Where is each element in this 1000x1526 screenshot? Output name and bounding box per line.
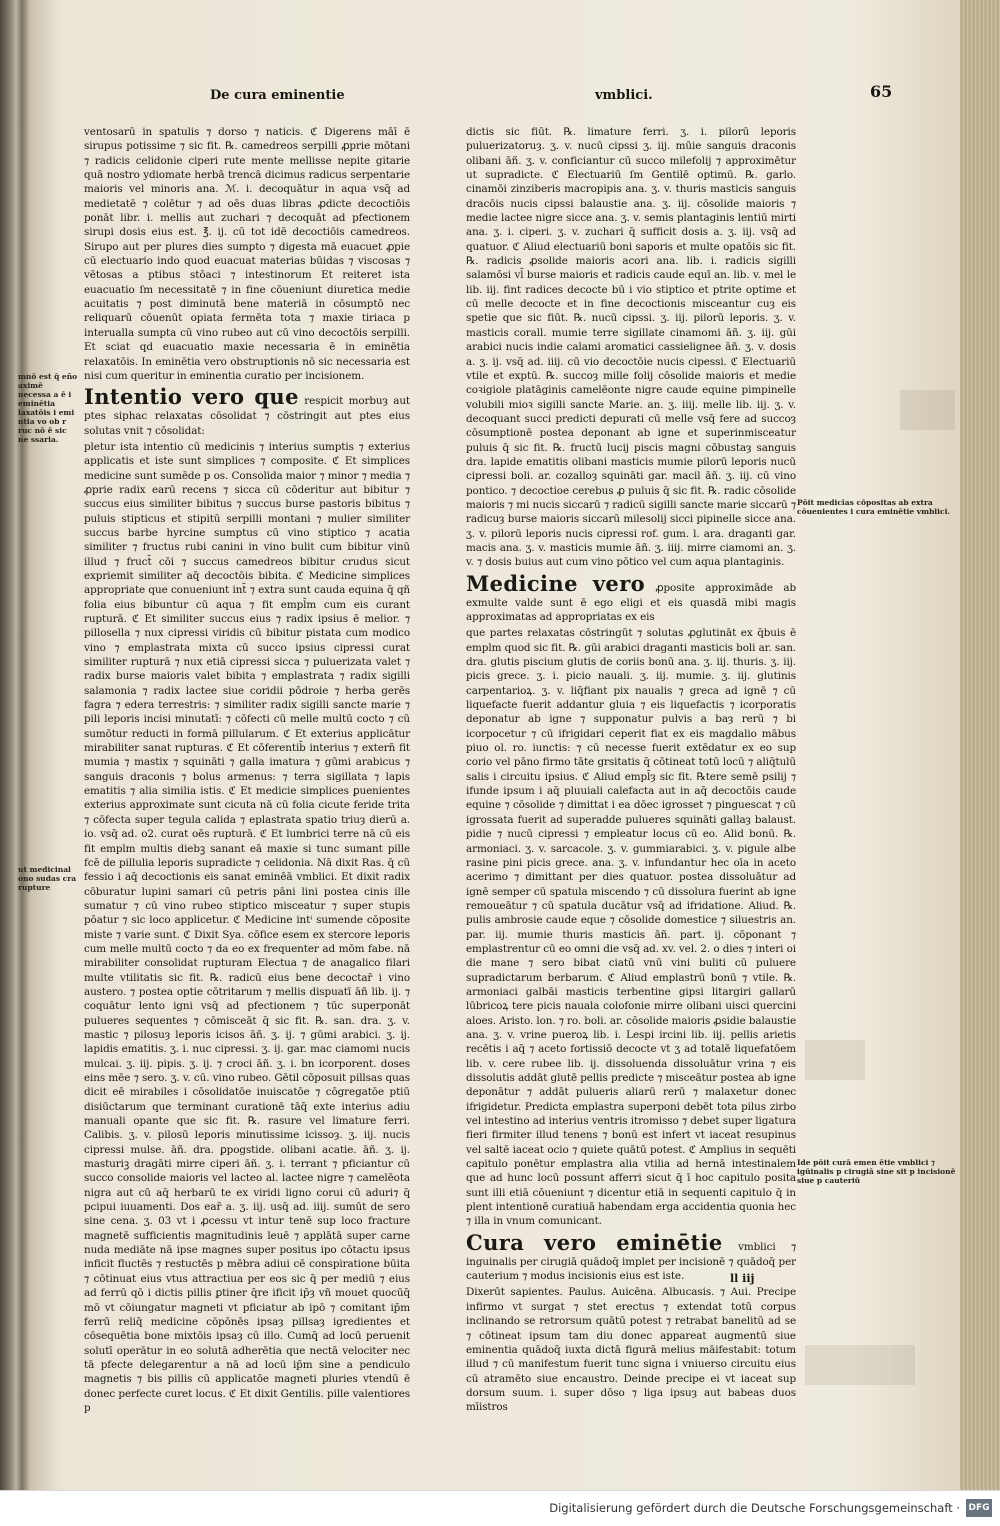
right-heading-1 bbox=[466, 572, 796, 625]
margin-note-right-1: Pōit medicīas cōpositas ab extra cōuenientes i cura eminētie vmblici. bbox=[797, 498, 951, 516]
margin-note-left-2: ut medicinal ono sudas cra rupture bbox=[18, 865, 77, 892]
right-paragraph-2: que partes relaxatas cōstringūt ⁊ solutas ꝓglutināt ex q̄buis ē emplm quod sic fit. ℞. gūi arabici draganti masticis boli ar. san. dra. glutis piscium glutis de coriis bonū ana. ʒ. iij. thuris. ʒ. iij. picis grece. ʒ. i. picio nauali. ʒ. iij. mumie. ʒ. iij. glutinis carpentarioꝝ. ʒ. v. liq̄fiant pix naualis ⁊ greca ad ignē ⁊ cū liquefacte fuerit addantur gluia ⁊ eis liquefactis ⁊ icorporatis deponatur ab igne ⁊ supponatur pulvis a baȝ rerū ⁊ bi icorpocetur ⁊ cū ifrigidari ceperit fiat ex eis magdalio mābus piuo ol. ro. iunctis: ⁊ cū necesse fuerit extēdatur ex eo sup corio vel pāno firmo tāte grsitatis q̄ cōtineat totū locū ⁊ aliq̄tulū salis i circuitu ipsius. ℭ Aliud empl̄ȝ sic fit. ℞tere semē psilij ⁊ ifunde ipsum i aq̄ pluuiali calefacta aut in aq̄ decoctōis caude equine ⁊ cōsolide ⁊ dimittat i ea dōec igrosset ⁊ pinguescat ⁊ cū igrossata fuerit ad superadde pulueres squināti gallaȝ balaust. pidie ⁊ nucū cipressi ⁊ empleatur locus cū eo. Alid bonū. ℞. armoniaci. ʒ. v. sarcacole. ʒ. v. gummiarabici. ʒ. v. pigule albe rasine pini picis grece. ana. ʒ. v. infundantur hec oīa in aceto acerimo ⁊ dimittant per dies quatuor. postea dissoluātur ad ignē semper cū spatula miscendo ⁊ cū dissolura fuerint ab igne remoueātur ⁊ cū spatula ducātur vsq̄ ad ifridatione. Aliud. ℞. pulis ambrosie caude eque ⁊ cōsolide domestice ⁊ siluestris an. par. iij. mumie thuris masticis āñ. part. ij. cōponant ⁊ emplastrentur cū eo omni die vsq̄ ad. xv. vel. 2. o dies ⁊ interi oi die mane ⁊ sero bibat ciatū vnū vini buliti cū puluere supradictarum berbarum. ℭ Aliud emplastrū bonū ⁊ vtile. ℞. armoniaci galbāi masticis terbentine gipsi litargiri gallarū lūbricoꝝ tere picis nauala colofonie mirre olibani uisci quercini aloes. Aristo. lon. ⁊ ro. boli. ar. cōsolide maioris ꝓsidie balaustie ana. ʒ. v. vrine pueroꝝ lib. i. Lespi ircini lib. iij. pellis arietis recētis i aq̄ ⁊ aceto fortissiō decocte vt ʒ ad totalē liquefatōem lib. v. cere rubee lib. ij. dissoluenda dissoluātur vrina ⁊ eis dissolutis addāt glutē pellis predicte ⁊ misceātur postea ab igne deponātur ⁊ addāt pulueris aliarū rerū ⁊ malaxetur donec ifrigidetur. Predicta emplastra superponi debēt tota pilus zirbo vel intestino ad interius ventris itromisso ⁊ debet super ligatura fieri firmiter illud tenens ⁊ bonū est infert vt iaceat resupinus vel saltē iaceat ocio ⁊ quiete quātū potest. ℭ Amplius in sequēti capitulo ponētur emplastra alia vtilia ad hernā intestinalem que ad hunc locū possunt afferri sicut q̄ ī hoc capitulo posita sunt illi etiā cōueniunt ⁊ dicentur etiā in sequenti capitulo q̄ in plent intentionē curatiuā habendam erga accidentia quonia hec ⁊ illa in vnum comunicant. bbox=[466, 627, 796, 1228]
folio-number: 65 bbox=[870, 82, 893, 101]
right-paragraph-3: Dixerūt sapientes. Paulus. Auicēna. Albucasis. ⁊ Aui. Precipe infirmo vt surgat ⁊ stet erectus ⁊ extendat totū corpus inclinando se retrorsum quātū potest ⁊ retrabat banelitū ad se ⁊ cōtineat ipsum tam diu donec appareat augmentū siue eminentia quādoq̄ iuxta dictā figurā melius māifestabit: totum illud ⁊ cū manifestum fuerit tunc signa i vniuerso circuitu eius cū atramēto siue encaustro. Deinde precipe ei vt iaceat sup dorsum suum. i. super dōso ⁊ liga ipsuȝ aut babeas duos mīistros bbox=[466, 1286, 796, 1414]
right-paragraph-1: dictis sic fiūt. ℞. limature ferri. ʒ. i. pilorū leporis puluerizatoruȝ. ʒ. v. nucū cipssi ʒ. iij. mūie sanguis draconis olibani āñ. ʒ. v. conficiantur cū succo milefolij ⁊ approximētur ut supradicte. ℭ Electuariū ſm Gentilē optimū. ℞. garlo. cinamōi zinziberis macropipis ana. ʒ. v. thuris masticis sanguis dracōis nucis cipssi balaustie ana. ʒ. iij. cōsolide maioris ⁊ medie lactee nigre sicce ana. ʒ. v. semis plantaginis lentiū mirti ana. ʒ. i. ciperi. ʒ. v. zuchari q̄ sufficit dosis a. ʒ. iij. vsq̄ ad quatuor. ℭ Aliud electuariū boni saporis et multe opatōis sic fit. ℞. radicis ꝓsolide maioris acori ana. lib. i. radicis sigilli salamōsi vl̄ burse maioris et radicis caude equī an. lib. v. mel le lib. iij. fint radices decocte bū i vio stiptico et ptrite optime et cū melle decocte et in fine decoctionis misceantur cuȝ eis spetie que sic fiūt. ℞. nucū cipssi. ʒ. iij. pilorū leporis. ʒ. v. masticis corall. mumie terre sigillate cinamomi āñ. ʒ. iij. gūi arabici nucis indie calami aromatici cassielignee āñ. ʒ. v. dosis a. ʒ. ij. vsq̄ ad. iiij. cū vio decoctōie nucis cipessi. ℭ Electuariū vtile et exptū. ℞. succoȝ mille folij cōsolide maioris et medie coꝛigiole platāginis camelēonte nigre caude equine pimpinelle volubili mioꝛ sigilli sancte Marie. an. ʒ. iiij. melle lib. iij. ʒ. v. decoquant succi predicti depurati cū melle vsq̄ fere ad succoȝ cōsumptionē postea deponant ab igne et superinmisceatur puluis q̄ sic fit. ℞. fructū lucij piscis magni cōbustaȝ sanguis dra. lapide ematitis olibani masticis mumie pilorū leporis nucū cipressi boli. ar. cozalloȝ squināti gar. macil āñ. ʒ. iij. cū vino pontico. ⁊ decoctioe cerebus ꝓ puluis q̄ sic fit. ℞. radic cōsolide maioris ⁊ mi nucis siccarū ⁊ radicū sigilli sancte marie siccarū ⁊ radicuȝ burse maioris siccarū milesolij sicci pipinelle sicce ana. ʒ. v. pilorū leporis nucis cipressi rof. gum. l. ara. draganti gar. macis ana. ʒ. v. masticis mumie āñ. ʒ. iiij. mirre ciamomi an. ʒ. v. ⁊ dosis buius aut cum vino pōtico vel cum aqua plantaginis. bbox=[466, 126, 796, 569]
bleed-through bbox=[805, 1345, 915, 1385]
left-paragraph-2: pletur ista intentio cū medicinis ⁊ interius sumptis ⁊ exterius applicatis et iste sunt simplices ⁊ composite. ℭ Et simplices medicine sunt sumēde p os. Consolida maior ⁊ minor ⁊ media ⁊ ꝓprie radix earū recens ⁊ sicca cū cōderitur aut bibitur ⁊ succus eius similiter bibitus ⁊ succus burse pastoris bibitus ⁊ puluis stipticus et stipitū serpilli montani ⁊ mulier similiter succus barbe hyrcine sumptus cū vino stiptico ⁊ acatia similiter ⁊ fructus rubi canini in vino bulit cum bibitur vinū illud ⁊ fruct̄ cōi ⁊ succus camedreos bibitur crudus sicut expriemit similiter aq̄ decoctōis bibita. ℭ Medicine simplices appropriate que conueniunt int̄ ⁊ extra sunt cauda equina q̄ qñ folia eius bibuntur cū aqua ⁊ fit empl̄m cum eis curant rupturā. ℭ Et similiter succus eius ⁊ radix ipsius ē melior. ⁊ pillosella ⁊ nux cipressi viridis cū bibitur pistata cum modico vino ⁊ emplastrata mixta cū succo ipsius cipressi curat similiter rupturā ⁊ nux etiā cipressi sicca ⁊ puluerizata valet ⁊ radix burse maioris valet bibita ⁊ emplastrata ⁊ radix sigilli salamonia ⁊ radix lactee siue coridii pōdroie ⁊ herba gerēs fagra ⁊ edera terrestris: ⁊ similiter radix sigilli sancte marie ⁊ pili leporis incisi minutatī: ⁊ cōfecti cū melle multū cocto ⁊ cū sumōtur reducti in formā pillularum. ℭ Et exterius applicātur mirabiliter sanat rupturas. ℭ Et cōferentib̄ interius ⁊ extern̄ fit mumia ⁊ mastix ⁊ squināti ⁊ galla imatura ⁊ gūmi arabicus ⁊ sanguis draconis ⁊ bolus armenus: ⁊ terra sigillata ⁊ lapis ematitis ⁊ alia similia istis. ℭ Et medicie simplices ꝑuenientes exterius approximate sunt cicuta nā cū folia cicute feride trita ⁊ cōfecta super tegula calida ⁊ eplastrata spatio triuȝ dierū a. io. vsq̄ ad. o2. curat oēs rupturā. ℭ Et lumbrici terre nā cū eis fit emplm multis diebꝫ sanant eā maxie si tunc sumant pille fcē de pillulia leporis supradicte ⁊ celidonia. Nā dixit Ras. q̄ cū fessio i aq̄ decoctionis eis sanat eminēā vmblici. Et dixit radix cōburatur lupini samari cū petris pāni lini postea cinis ille sumatur ⁊ cū vino rubeo stiptico misceatur ⁊ super stupis pōatur ⁊ sic loco applicetur. ℭ Medicine intⁱ sumende cōposite miste ⁊ varie sunt. ℭ Dixit Sya. cōfice esem ex stercore leporis cum melle multū cocto ⁊ da eo ex frequenter ad mōm fabe. nā mirabiliter consolidat rupturam Electua ⁊ de anagalico filari multe vtilitatis sic fit. ℞. radicū eius bene decoctar̄ i vino austero. ⁊ postea optie cōtritarum ⁊ mellis dispuatī āñ lib. ij. ⁊ coquātur lento igni vsq̄ ad pfectionem ⁊ tūc superponāt pulueres sequentes ⁊ cōmisceāt q̄ sic fit. ℞. san. dra. ʒ. v. mastic ⁊ pilosuȝ leporis icisos āñ. ʒ. ij. ⁊ gūmi arabici. ʒ. ij. lapidis ematitis. ʒ. i. nuc cipressi. ʒ. ij. gar. mac ciamomi nucis mulcai. ʒ. iij. pipis. ʒ. ij. ⁊ croci āñ. ʒ. i. bn icorporent. doses eins mēe ⁊ sero. ʒ. v. cū. vino rubeo. Gētil cōposuit pillsas quas dicit eē mirabiles i cōsolidatōe inuiscatōe ⁊ cōgregatōe ptiū disiūctarum que terminant curationē tāq̄ exte interius adiu manuali opante que sic fit. ℞. rasure vel limature ferri. Calibis. ʒ. v. pilosū leporis minutissime icissoȝ. ʒ. iij. nucis cipressi mulse. āñ. dra. ꝑpogstide. olibani acatie. āñ. ʒ. ij. masturiꝫ dragāti mirre ciperi āñ. ʒ. i. terrant ⁊ pficiantur cū succo consolide maioris vel lacteo al. lactee nigre ⁊ camelēota nigra aut cū aq̄ herbarū te ex viridi ligno corui cū aduri⁊ q̄ pcipui iuuamenti. Dos ear̄ a. ʒ. iij. usq̄ ad. iiij. sumūt de sero sine cena. ʒ. 03 vt i ꝓcessu vt intur tenē sup loco fracture magnetē sufficientis magnitudinis leuē ⁊ applātā super carne nuda mediāte nā ipse magnes super positus ipo cōtactu ipsus inficit fluctēs ⁊ restuctēs p mēbra adiui cē conspiratione būita ⁊ cōtinuat eius vtus attractiua per eos sic q̄ per mediū ⁊ eius ad ferrū qō i dictis pillis ꝑtiner q̄re ificit ip̄ȝ vñ mouet quocūq̄ mō vt cōiungatur magneti vt pficiatur ab ipō ⁊ comitant ip̄m ferrū reliq̄ medicine cōpōnēs ipsaȝ pillsaȝ igredientes et cōsequētia bone mixtōis ipsaȝ cū illo. Cumq̄ ad locū peruenit solutī operātur in eo solutā adherētia que nectā velociter nec tā pfecte delegarentur a nā ad locū ip̄m sine a pendiculo magnetis ⁊ bis pillis cū applicatōe magneti pluries vtendū ē donec perfecte curet locus. ℭ Et dixit Gentilis. pille valentiores p bbox=[84, 440, 410, 1414]
right-heading-1-initial: Medicine vero bbox=[466, 570, 646, 596]
right-heading-2-initial: Cura vero eminētie bbox=[466, 1229, 723, 1255]
left-paragraph-1: ventosarū in spatulis ⁊ dorso ⁊ naticis. ℭ Digerens māī ē sirupus potissime ⁊ sic fit. ℞. camedreos serpilli ꝓprie mōtani ⁊ radicis celidonie ciperi rute mente mellisse nepite gitarie quā nostro ydiomate herbā trencā dicimus radicus serpentarie maioris vel minoris ana. ℳ. i. decoquātur in aqua vsq̄ ad medietatē ⁊ colētur ⁊ ad oēs duas libras ꝓdicte decoctiōis ponāt libr. i. mellis aut zuchari ⁊ decoquāt ad pfectionem sirupi dosis eius est. ℥. ij. cū tot idē decoctiōis camedreos. Sirupo aut per plures dies sumpto ⁊ digesta mā euacuet ꝓpie cū electuario indo quod euacuat materias būidas ⁊ viscosas ⁊ vētosas a ptibus stōaci ⁊ intestinorum Et reiteret ista euacuatio ſm necessitatē ⁊ in fine cōueniunt diuretica medie acuitatis ⁊ post diminutā bene materiā in cōsumptō nec reliquarū cōuenūt opiata fermēta tota ⁊ maxie tiriaca p interualla sumpta cū vino rubeo aut cū vino decoctōis serpilli. Et sciat qd euacuatio maxie necessaria ē in eminētia relaxatōis. In eminētia vero obstruptionis nō sic necessaria est nisi cum queritur in eminentia curatio per incisionem. bbox=[84, 126, 410, 382]
signature-mark: ll iij bbox=[730, 1272, 755, 1285]
bleed-through bbox=[805, 1040, 865, 1080]
right-heading-2-rest: vmblici ⁊ inguinalis per cirugiā quādoq̄ implet per incisionē ⁊ quādoq̄ per cauterium ⁊ modus incisionis eius est iste. bbox=[466, 1240, 797, 1283]
margin-note-right-2: Ide pōit curā emen ētie vmblici ⁊ igūinalis p cirugiā sine sit p incisionē siue p cauteriū bbox=[797, 1158, 956, 1185]
footer-credit: Digitalisierung gefördert durch die Deutsche Forschungsgemeinschaft · bbox=[549, 1501, 960, 1515]
left-heading-initial: Intentio vero que bbox=[84, 384, 299, 410]
bleed-through bbox=[900, 390, 955, 430]
right-heading-1-rest: ꝓposite approximāde ab exmulte valde sunt ē ego eligi et eis quasdā mibi magis approximatas ad appropriatas ex eis bbox=[466, 581, 797, 623]
footer-bar bbox=[0, 1490, 1000, 1526]
running-head-center: vmblici. bbox=[595, 88, 653, 103]
dfg-logo-icon[interactable]: DFG bbox=[966, 1499, 992, 1517]
left-column bbox=[84, 125, 410, 1414]
right-column bbox=[466, 125, 797, 1414]
page-edge bbox=[960, 0, 1000, 1490]
running-head-left: De cura eminentie bbox=[210, 88, 345, 103]
left-heading bbox=[84, 385, 410, 438]
margin-note-left-1: mnō est q̄ eño aximē necessa a ē i eminētia laxatōis i emi ntia vo ob r ruc nō ē sic ne ssaria. bbox=[18, 372, 78, 444]
left-heading-rest: respicit morbuȝ aut ptes siphac relaxatas cōsolidat ⁊ cōstringit aut ptes eius solutas vnit ⁊ cōsolidat: bbox=[84, 395, 410, 437]
